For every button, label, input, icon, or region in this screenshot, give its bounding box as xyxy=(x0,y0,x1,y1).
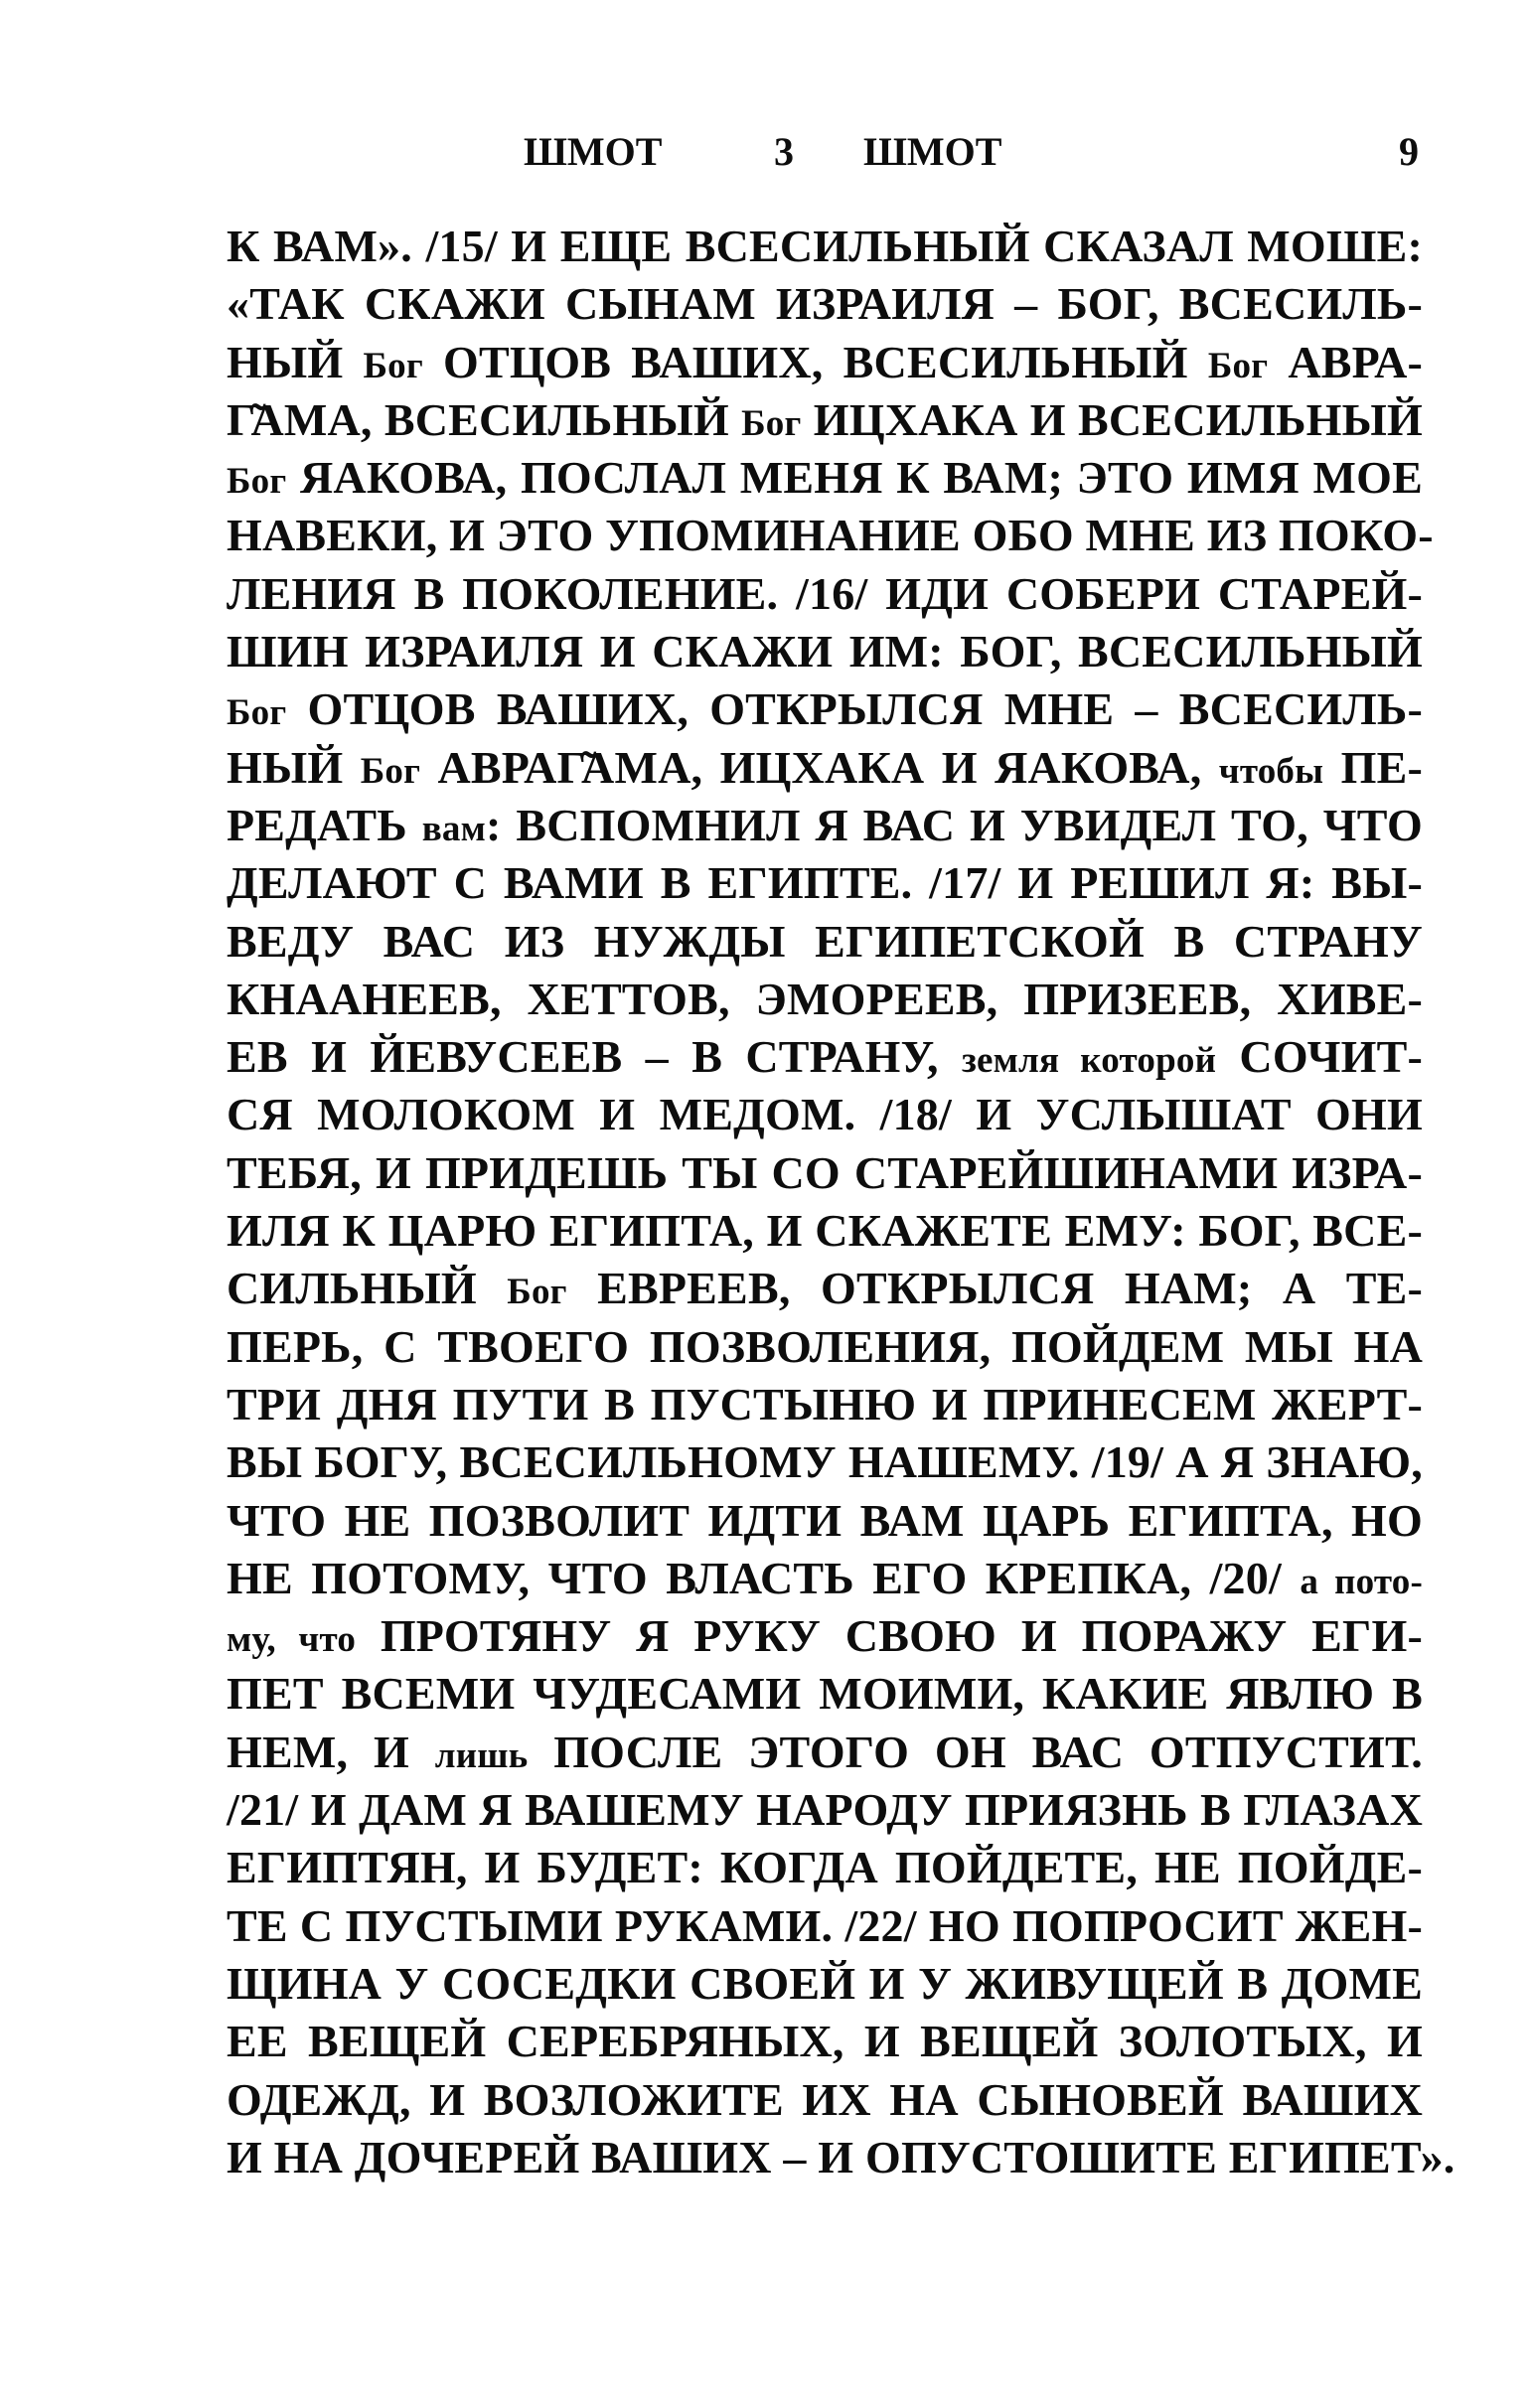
text-span: НЕМ, И xyxy=(227,1726,435,1777)
text-span: РЕДАТЬ xyxy=(227,799,422,850)
text-line xyxy=(227,1318,1423,1376)
text-line xyxy=(227,913,1423,971)
page-number: 9 xyxy=(1399,129,1419,174)
text-span: НЫЙ xyxy=(227,741,361,793)
text-line xyxy=(227,1665,1423,1723)
text-span: ЕВРЕЕВ, ОТКРЫЛСЯ НАМ; А ТЕ- xyxy=(566,1263,1423,1314)
text-span-lowercase: Бог xyxy=(1207,345,1269,386)
text-span-lowercase: Бог xyxy=(507,1272,567,1313)
text-span: СИЛЬНЫЙ xyxy=(227,1263,508,1314)
text-span-lowercase: чтобы xyxy=(1218,750,1324,792)
text-span: СОЧИТ- xyxy=(1216,1031,1424,1083)
text-span: ИЦХАКА И ВСЕСИЛЬНЫЙ xyxy=(801,393,1424,445)
text-line xyxy=(227,1028,1423,1086)
text-span: КНААНЕЕВ, ХЕТТОВ, ЭМОРЕЕВ, ПРИЗЕЕВ, ХИВЕ- xyxy=(227,973,1423,1024)
text-line xyxy=(227,1492,1423,1550)
running-head xyxy=(0,127,1533,177)
text-span: ИЛЯ К ЦАРЮ ЕГИПТА, И СКАЖЕТЕ ЕМУ: БОГ, ВСЕ- xyxy=(227,1205,1423,1257)
text-span: ОТЦОВ ВАШИХ, ОТКРЫЛСЯ МНЕ – ВСЕСИЛЬ- xyxy=(286,683,1423,735)
text-span-lowercase: а пото- xyxy=(1300,1561,1423,1602)
text-line xyxy=(227,334,1423,391)
text-span: ОДЕЖД, И ВОЗЛОЖИТЕ ИХ НА СЫНОВЕЙ ВАШИХ xyxy=(227,2073,1423,2125)
text-span: ПРОТЯНУ Я РУКУ СВОЮ И ПОРАЖУ ЕГИ- xyxy=(356,1610,1423,1662)
text-span: НАВЕКИ, И ЭТО УПОМИНАНИЕ ОБО МНЕ ИЗ ПОКО- xyxy=(227,510,1434,561)
text-span: ТЕБЯ, И ПРИДЕШЬ ТЫ СО СТАРЕЙШИНАМИ ИЗРА- xyxy=(227,1146,1423,1198)
text-span: И НА ДОЧЕРЕЙ ВАШИХ – И ОПУСТОШИТЕ ЕГИПЕТ». xyxy=(227,2131,1456,2182)
text-line xyxy=(227,1839,1423,1896)
text-span-lowercase: земля которой xyxy=(961,1040,1217,1082)
text-span: ЩИНА У СОСЕДКИ СВОЕЙ И У ЖИВУЩЕЙ В ДОМЕ xyxy=(227,1957,1423,2009)
text-line xyxy=(227,1086,1423,1143)
text-line xyxy=(227,1376,1423,1433)
text-span: НЕ ПОТОМУ, ЧТО ВЛАСТЬ ЕГО КРЕПКА, /20/ xyxy=(227,1552,1301,1603)
text-span: ЛЕНИЯ В ПОКОЛЕНИЕ. /16/ ИДИ СОБЕРИ СТАРЕЙ- xyxy=(227,567,1423,619)
text-span: ПОСЛЕ ЭТОГО ОН ВАС ОТПУСТИТ. xyxy=(528,1726,1423,1777)
text-span: ЕВ И ЙЕВУСЕЕВ – В СТРАНУ, xyxy=(227,1031,962,1083)
text-span: : ВСПОМНИЛ Я ВАС И УВИДЕЛ ТО, ЧТО xyxy=(486,799,1423,850)
text-span: ПЕРЬ, С ТВОЕГО ПОЗВОЛЕНИЯ, ПОЙДЕМ МЫ НА xyxy=(227,1320,1423,1372)
text-span: ЧТО НЕ ПОЗВОЛИТ ИДТИ ВАМ ЦАРЬ ЕГИПТА, НО xyxy=(227,1494,1423,1546)
text-line xyxy=(227,623,1423,680)
text-line xyxy=(227,1724,1423,1781)
text-span-lowercase: Бог xyxy=(741,402,802,444)
text-line xyxy=(227,507,1434,564)
text-line xyxy=(227,1550,1423,1607)
text-line xyxy=(227,680,1423,738)
text-line xyxy=(227,2129,1456,2186)
text-span-lowercase: Бог xyxy=(227,692,287,734)
text-span: ТЕ С ПУСТЫМИ РУКАМИ. /22/ НО ПОПРОСИТ ЖЕН- xyxy=(227,1899,1423,1951)
text-line xyxy=(227,275,1423,333)
running-head-book-title-right: ШМОТ xyxy=(863,129,1002,174)
text-line xyxy=(227,1433,1423,1491)
text-line xyxy=(227,1955,1423,2013)
text-line xyxy=(227,449,1423,507)
text-line xyxy=(227,854,1423,912)
text-span: АВРА- xyxy=(1268,336,1424,387)
text-line xyxy=(227,739,1423,797)
text-line xyxy=(227,1260,1423,1317)
text-span: ШИН ИЗРАИЛЯ И СКАЖИ ИМ: БОГ, ВСЕСИЛЬНЫЙ xyxy=(227,626,1423,677)
text-line xyxy=(227,218,1423,275)
text-line xyxy=(227,2071,1423,2129)
running-head-book-title-left: ШМОТ xyxy=(524,129,663,174)
text-span: ТРИ ДНЯ ПУТИ В ПУСТЫНЮ И ПРИНЕСЕМ ЖЕРТ- xyxy=(227,1378,1423,1430)
text-span: ЯАКОВА, ПОСЛАЛ МЕНЯ К ВАМ; ЭТО ИМЯ МОЕ xyxy=(286,452,1423,504)
text-line xyxy=(227,1897,1423,1955)
text-span: Г̃АМА, ВСЕСИЛЬНЫЙ xyxy=(227,393,742,445)
text-span: АВРАГ̃АМА, ИЦХАКА И ЯАКОВА, xyxy=(420,741,1219,793)
text-line xyxy=(227,971,1423,1028)
text-span: ОТЦОВ ВАШИХ, ВСЕСИЛЬНЫЙ xyxy=(422,336,1208,387)
text-line xyxy=(227,1607,1423,1665)
text-span: НЫЙ xyxy=(227,336,364,387)
text-span: ВЕДУ ВАС ИЗ НУЖДЫ ЕГИПЕТСКОЙ В СТРАНУ xyxy=(227,915,1423,967)
text-line xyxy=(227,1781,1423,1839)
text-span: ПЕТ ВСЕМИ ЧУДЕСАМИ МОИМИ, КАКИЕ ЯВЛЮ В xyxy=(227,1668,1423,1720)
text-span-lowercase: Бог xyxy=(360,750,421,792)
text-line xyxy=(227,2013,1423,2070)
text-span: К ВАМ». /15/ И ЕЩЕ ВСЕСИЛЬНЫЙ СКАЗАЛ МОШЕ: xyxy=(227,221,1423,271)
body-text xyxy=(227,218,1456,2186)
text-span: «ТАК СКАЖИ СЫНАМ ИЗРАИЛЯ – БОГ, ВСЕСИЛЬ- xyxy=(227,278,1423,330)
text-span: ЕЕ ВЕЩЕЙ СЕРЕБРЯНЫХ, И ВЕЩЕЙ ЗОЛОТЫХ, И xyxy=(227,2016,1423,2067)
text-line xyxy=(227,391,1423,449)
running-head-chapter-number: 3 xyxy=(774,129,794,174)
text-span-lowercase: Бог xyxy=(363,345,423,386)
text-span-lowercase: му, что xyxy=(227,1619,357,1661)
text-line xyxy=(227,797,1423,854)
text-span-lowercase: лишь xyxy=(434,1734,529,1776)
text-span: СЯ МОЛОКОМ И МЕДОМ. /18/ И УСЛЫШАТ ОНИ xyxy=(227,1089,1423,1140)
text-line xyxy=(227,565,1423,623)
text-span-lowercase: Бог xyxy=(227,461,287,503)
text-span: ПЕ- xyxy=(1323,741,1423,793)
text-line xyxy=(227,1144,1423,1202)
text-span-lowercase: вам xyxy=(421,808,486,849)
text-span: /21/ И ДАМ Я ВАШЕМУ НАРОДУ ПРИЯЗНЬ В ГЛАЗАХ xyxy=(227,1784,1423,1836)
text-span: ДЕЛАЮТ С ВАМИ В ЕГИПТЕ. /17/ И РЕШИЛ Я: ВЫ- xyxy=(227,857,1423,909)
text-line xyxy=(227,1202,1423,1260)
text-span: ЕГИПТЯН, И БУДЕТ: КОГДА ПОЙДЕТЕ, НЕ ПОЙДЕ- xyxy=(227,1842,1423,1893)
text-span: ВЫ БОГУ, ВСЕСИЛЬНОМУ НАШЕМУ. /19/ А Я ЗНАЮ, xyxy=(227,1436,1423,1488)
